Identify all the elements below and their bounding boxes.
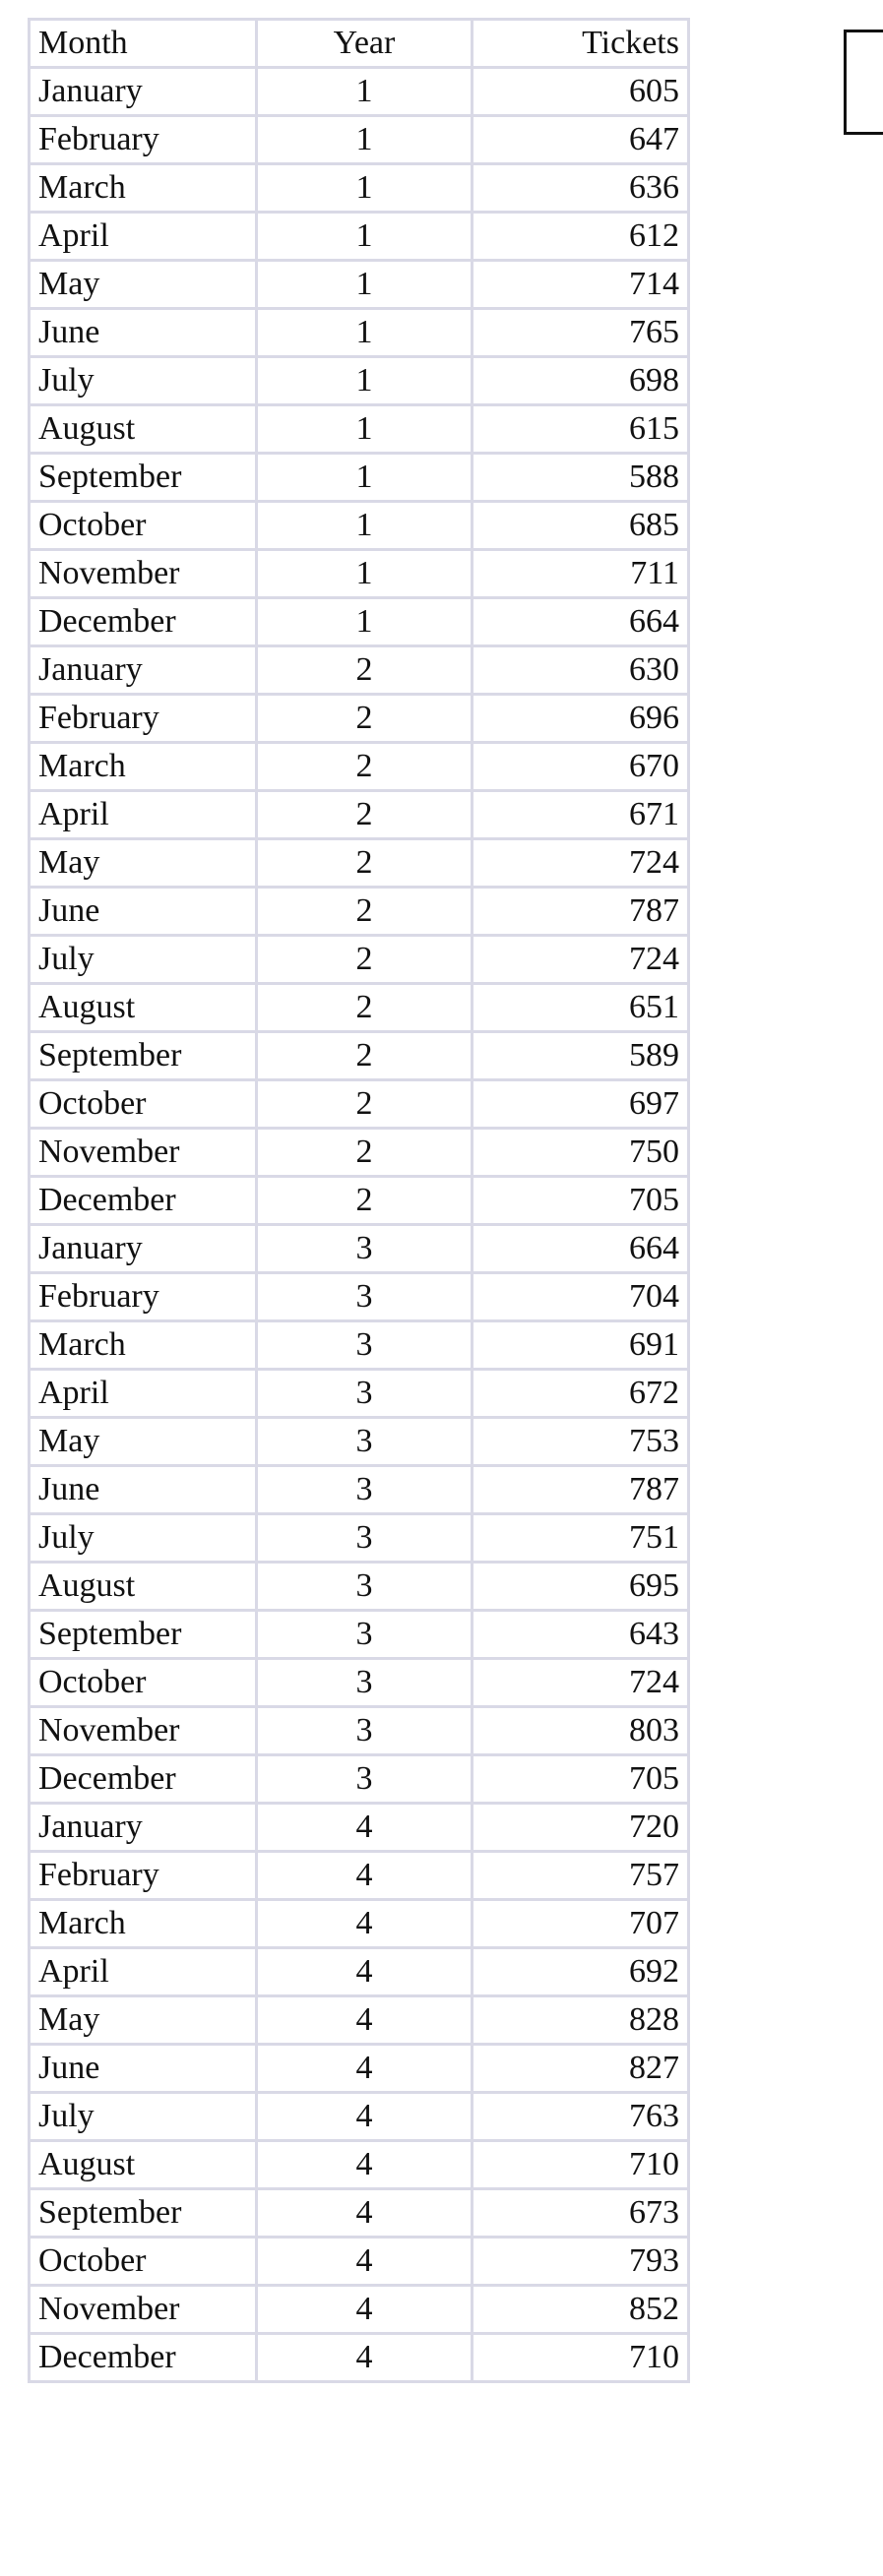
- year-cell[interactable]: 4: [257, 1900, 473, 1948]
- month-cell[interactable]: June: [30, 2045, 257, 2093]
- year-cell[interactable]: 2: [257, 1080, 473, 1129]
- tickets-cell[interactable]: 787: [473, 888, 689, 936]
- year-cell[interactable]: 4: [257, 2093, 473, 2141]
- tickets-cell[interactable]: 673: [473, 2189, 689, 2238]
- table-row: [30, 116, 689, 164]
- table-row: [30, 1852, 689, 1900]
- tickets-cell[interactable]: 720: [473, 1804, 689, 1852]
- table-row: [30, 1948, 689, 1996]
- table-row: [30, 2141, 689, 2189]
- month-cell[interactable]: August: [30, 1563, 257, 1611]
- table-row: [30, 1996, 689, 2045]
- tickets-cell[interactable]: 763: [473, 2093, 689, 2141]
- month-cell[interactable]: June: [30, 309, 257, 357]
- month-cell[interactable]: September: [30, 2189, 257, 2238]
- table-row: [30, 1321, 689, 1370]
- table-row: [30, 1177, 689, 1225]
- tickets-cell[interactable]: 664: [473, 598, 689, 646]
- month-cell[interactable]: January: [30, 68, 257, 116]
- table-row: [30, 1273, 689, 1321]
- month-cell[interactable]: February: [30, 695, 257, 743]
- month-cell[interactable]: November: [30, 2286, 257, 2334]
- table-row: [30, 261, 689, 309]
- tickets-cell[interactable]: 750: [473, 1129, 689, 1177]
- tickets-cell[interactable]: 615: [473, 405, 689, 454]
- table-row: [30, 2238, 689, 2286]
- year-cell[interactable]: 3: [257, 1755, 473, 1804]
- table-row: [30, 405, 689, 454]
- month-cell[interactable]: May: [30, 1996, 257, 2045]
- table-row: [30, 1080, 689, 1129]
- table-row: [30, 888, 689, 936]
- table-row: [30, 1804, 689, 1852]
- month-cell[interactable]: February: [30, 1852, 257, 1900]
- year-cell[interactable]: 3: [257, 1225, 473, 1273]
- table-row: [30, 1225, 689, 1273]
- month-cell[interactable]: December: [30, 1177, 257, 1225]
- year-cell[interactable]: 1: [257, 309, 473, 357]
- tickets-cell[interactable]: 671: [473, 791, 689, 839]
- tickets-cell[interactable]: 710: [473, 2334, 689, 2382]
- table-row: [30, 791, 689, 839]
- year-cell[interactable]: 2: [257, 936, 473, 984]
- tickets-cell[interactable]: 605: [473, 68, 689, 116]
- month-cell[interactable]: May: [30, 839, 257, 888]
- year-cell[interactable]: 4: [257, 2189, 473, 2238]
- tickets-cell[interactable]: 692: [473, 1948, 689, 1996]
- tickets-cell[interactable]: 651: [473, 984, 689, 1032]
- tickets-cell[interactable]: 691: [473, 1321, 689, 1370]
- year-cell[interactable]: 1: [257, 550, 473, 598]
- year-cell[interactable]: 2: [257, 1129, 473, 1177]
- tickets-cell[interactable]: 753: [473, 1418, 689, 1466]
- table-row: [30, 309, 689, 357]
- month-cell[interactable]: May: [30, 1418, 257, 1466]
- year-cell[interactable]: 3: [257, 1659, 473, 1707]
- tickets-cell[interactable]: 647: [473, 116, 689, 164]
- month-column-header[interactable]: Month: [30, 20, 257, 68]
- year-cell[interactable]: 4: [257, 1804, 473, 1852]
- year-cell[interactable]: 3: [257, 1370, 473, 1418]
- month-cell[interactable]: May: [30, 261, 257, 309]
- year-cell[interactable]: 1: [257, 116, 473, 164]
- month-cell[interactable]: July: [30, 936, 257, 984]
- tickets-cell[interactable]: 710: [473, 2141, 689, 2189]
- month-cell[interactable]: November: [30, 1129, 257, 1177]
- table-row: [30, 1755, 689, 1804]
- year-cell[interactable]: 4: [257, 2334, 473, 2382]
- year-column-header[interactable]: Year: [257, 20, 473, 68]
- tickets-cell[interactable]: 698: [473, 357, 689, 405]
- month-cell[interactable]: April: [30, 213, 257, 261]
- tickets-cell[interactable]: 765: [473, 309, 689, 357]
- month-cell[interactable]: January: [30, 646, 257, 695]
- month-cell[interactable]: April: [30, 1948, 257, 1996]
- table-row: [30, 646, 689, 695]
- tickets-cell[interactable]: 612: [473, 213, 689, 261]
- year-cell[interactable]: 4: [257, 2238, 473, 2286]
- year-cell[interactable]: 3: [257, 1466, 473, 1514]
- table-row: [30, 550, 689, 598]
- month-cell[interactable]: October: [30, 2238, 257, 2286]
- month-cell[interactable]: February: [30, 116, 257, 164]
- tickets-cell[interactable]: 757: [473, 1852, 689, 1900]
- month-cell[interactable]: August: [30, 2141, 257, 2189]
- tickets-cell[interactable]: 630: [473, 646, 689, 695]
- year-cell[interactable]: 1: [257, 164, 473, 213]
- year-cell[interactable]: 1: [257, 357, 473, 405]
- month-cell[interactable]: December: [30, 2334, 257, 2382]
- year-cell[interactable]: 1: [257, 213, 473, 261]
- year-cell[interactable]: 1: [257, 405, 473, 454]
- year-cell[interactable]: 3: [257, 1273, 473, 1321]
- table-row: [30, 213, 689, 261]
- table-row: [30, 839, 689, 888]
- year-cell[interactable]: 3: [257, 1563, 473, 1611]
- year-cell[interactable]: 2: [257, 839, 473, 888]
- tickets-column-header[interactable]: Tickets: [473, 20, 689, 68]
- month-cell[interactable]: June: [30, 1466, 257, 1514]
- month-cell[interactable]: November: [30, 1707, 257, 1755]
- month-cell[interactable]: March: [30, 1900, 257, 1948]
- month-cell[interactable]: March: [30, 1321, 257, 1370]
- tickets-cell[interactable]: 751: [473, 1514, 689, 1563]
- table-row: [30, 1563, 689, 1611]
- year-cell[interactable]: 2: [257, 646, 473, 695]
- table-row: [30, 1032, 689, 1080]
- header-row: [30, 20, 689, 68]
- month-cell[interactable]: September: [30, 454, 257, 502]
- table-row: [30, 1707, 689, 1755]
- table-row: [30, 1611, 689, 1659]
- tickets-cell[interactable]: 705: [473, 1755, 689, 1804]
- month-cell[interactable]: January: [30, 1225, 257, 1273]
- table-row: [30, 695, 689, 743]
- tickets-cell[interactable]: 672: [473, 1370, 689, 1418]
- year-cell[interactable]: 4: [257, 1948, 473, 1996]
- tickets-cell[interactable]: 724: [473, 839, 689, 888]
- table-row: [30, 743, 689, 791]
- year-cell[interactable]: 2: [257, 791, 473, 839]
- month-cell[interactable]: October: [30, 1080, 257, 1129]
- tickets-cell[interactable]: 636: [473, 164, 689, 213]
- tickets-cell[interactable]: 696: [473, 695, 689, 743]
- month-cell[interactable]: December: [30, 598, 257, 646]
- year-cell[interactable]: 4: [257, 2045, 473, 2093]
- month-cell[interactable]: July: [30, 2093, 257, 2141]
- table-row: [30, 1900, 689, 1948]
- year-cell[interactable]: 2: [257, 1177, 473, 1225]
- month-cell[interactable]: October: [30, 502, 257, 550]
- table-row: [30, 1129, 689, 1177]
- table-body: [30, 68, 689, 2382]
- tickets-cell[interactable]: 704: [473, 1273, 689, 1321]
- table-row: [30, 454, 689, 502]
- tickets-cell[interactable]: 852: [473, 2286, 689, 2334]
- month-cell[interactable]: July: [30, 1514, 257, 1563]
- tickets-cell[interactable]: 697: [473, 1080, 689, 1129]
- year-cell[interactable]: 3: [257, 1514, 473, 1563]
- year-cell[interactable]: 4: [257, 1996, 473, 2045]
- month-cell[interactable]: February: [30, 1273, 257, 1321]
- table-row: [30, 1659, 689, 1707]
- year-cell[interactable]: 1: [257, 68, 473, 116]
- tickets-cell[interactable]: 793: [473, 2238, 689, 2286]
- tickets-cell[interactable]: 588: [473, 454, 689, 502]
- month-cell[interactable]: March: [30, 164, 257, 213]
- month-cell[interactable]: April: [30, 1370, 257, 1418]
- tickets-cell[interactable]: 724: [473, 936, 689, 984]
- month-cell[interactable]: July: [30, 357, 257, 405]
- table-row: [30, 357, 689, 405]
- month-cell[interactable]: December: [30, 1755, 257, 1804]
- tickets-cell[interactable]: 664: [473, 1225, 689, 1273]
- year-cell[interactable]: 1: [257, 502, 473, 550]
- month-cell[interactable]: April: [30, 791, 257, 839]
- year-cell[interactable]: 4: [257, 1852, 473, 1900]
- table-row: [30, 1466, 689, 1514]
- table-row: [30, 598, 689, 646]
- month-cell[interactable]: September: [30, 1611, 257, 1659]
- table-row: [30, 2334, 689, 2382]
- tickets-cell[interactable]: 695: [473, 1563, 689, 1611]
- month-cell[interactable]: January: [30, 1804, 257, 1852]
- tickets-cell[interactable]: 670: [473, 743, 689, 791]
- table-row: [30, 2045, 689, 2093]
- tickets-cell[interactable]: 787: [473, 1466, 689, 1514]
- table-row: [30, 1514, 689, 1563]
- table-row: [30, 68, 689, 116]
- tickets-cell[interactable]: 714: [473, 261, 689, 309]
- month-cell[interactable]: March: [30, 743, 257, 791]
- month-cell[interactable]: October: [30, 1659, 257, 1707]
- year-cell[interactable]: 1: [257, 598, 473, 646]
- year-cell[interactable]: 3: [257, 1707, 473, 1755]
- month-cell[interactable]: August: [30, 984, 257, 1032]
- tickets-cell[interactable]: 827: [473, 2045, 689, 2093]
- tickets-cell[interactable]: 643: [473, 1611, 689, 1659]
- table-row: [30, 2286, 689, 2334]
- tickets-table: [28, 18, 690, 2383]
- tickets-cell[interactable]: 705: [473, 1177, 689, 1225]
- tickets-cell[interactable]: 803: [473, 1707, 689, 1755]
- year-cell[interactable]: 2: [257, 888, 473, 936]
- month-cell[interactable]: November: [30, 550, 257, 598]
- tickets-cell[interactable]: 685: [473, 502, 689, 550]
- year-cell[interactable]: 2: [257, 1032, 473, 1080]
- tickets-cell[interactable]: 828: [473, 1996, 689, 2045]
- year-cell[interactable]: 3: [257, 1611, 473, 1659]
- month-cell[interactable]: September: [30, 1032, 257, 1080]
- tickets-cell[interactable]: 589: [473, 1032, 689, 1080]
- year-cell[interactable]: 3: [257, 1418, 473, 1466]
- year-cell[interactable]: 4: [257, 2141, 473, 2189]
- table-row: [30, 2093, 689, 2141]
- selection-box: [844, 30, 883, 135]
- tickets-cell[interactable]: 724: [473, 1659, 689, 1707]
- tickets-cell[interactable]: 707: [473, 1900, 689, 1948]
- tickets-cell[interactable]: 711: [473, 550, 689, 598]
- month-cell[interactable]: August: [30, 405, 257, 454]
- table-row: [30, 164, 689, 213]
- year-cell[interactable]: 4: [257, 2286, 473, 2334]
- year-cell[interactable]: 1: [257, 454, 473, 502]
- year-cell[interactable]: 3: [257, 1321, 473, 1370]
- table-row: [30, 1370, 689, 1418]
- year-cell[interactable]: 2: [257, 984, 473, 1032]
- table-row: [30, 984, 689, 1032]
- year-cell[interactable]: 2: [257, 695, 473, 743]
- table-row: [30, 1418, 689, 1466]
- month-cell[interactable]: June: [30, 888, 257, 936]
- year-cell[interactable]: 1: [257, 261, 473, 309]
- table-row: [30, 936, 689, 984]
- table-row: [30, 2189, 689, 2238]
- table-row: [30, 502, 689, 550]
- year-cell[interactable]: 2: [257, 743, 473, 791]
